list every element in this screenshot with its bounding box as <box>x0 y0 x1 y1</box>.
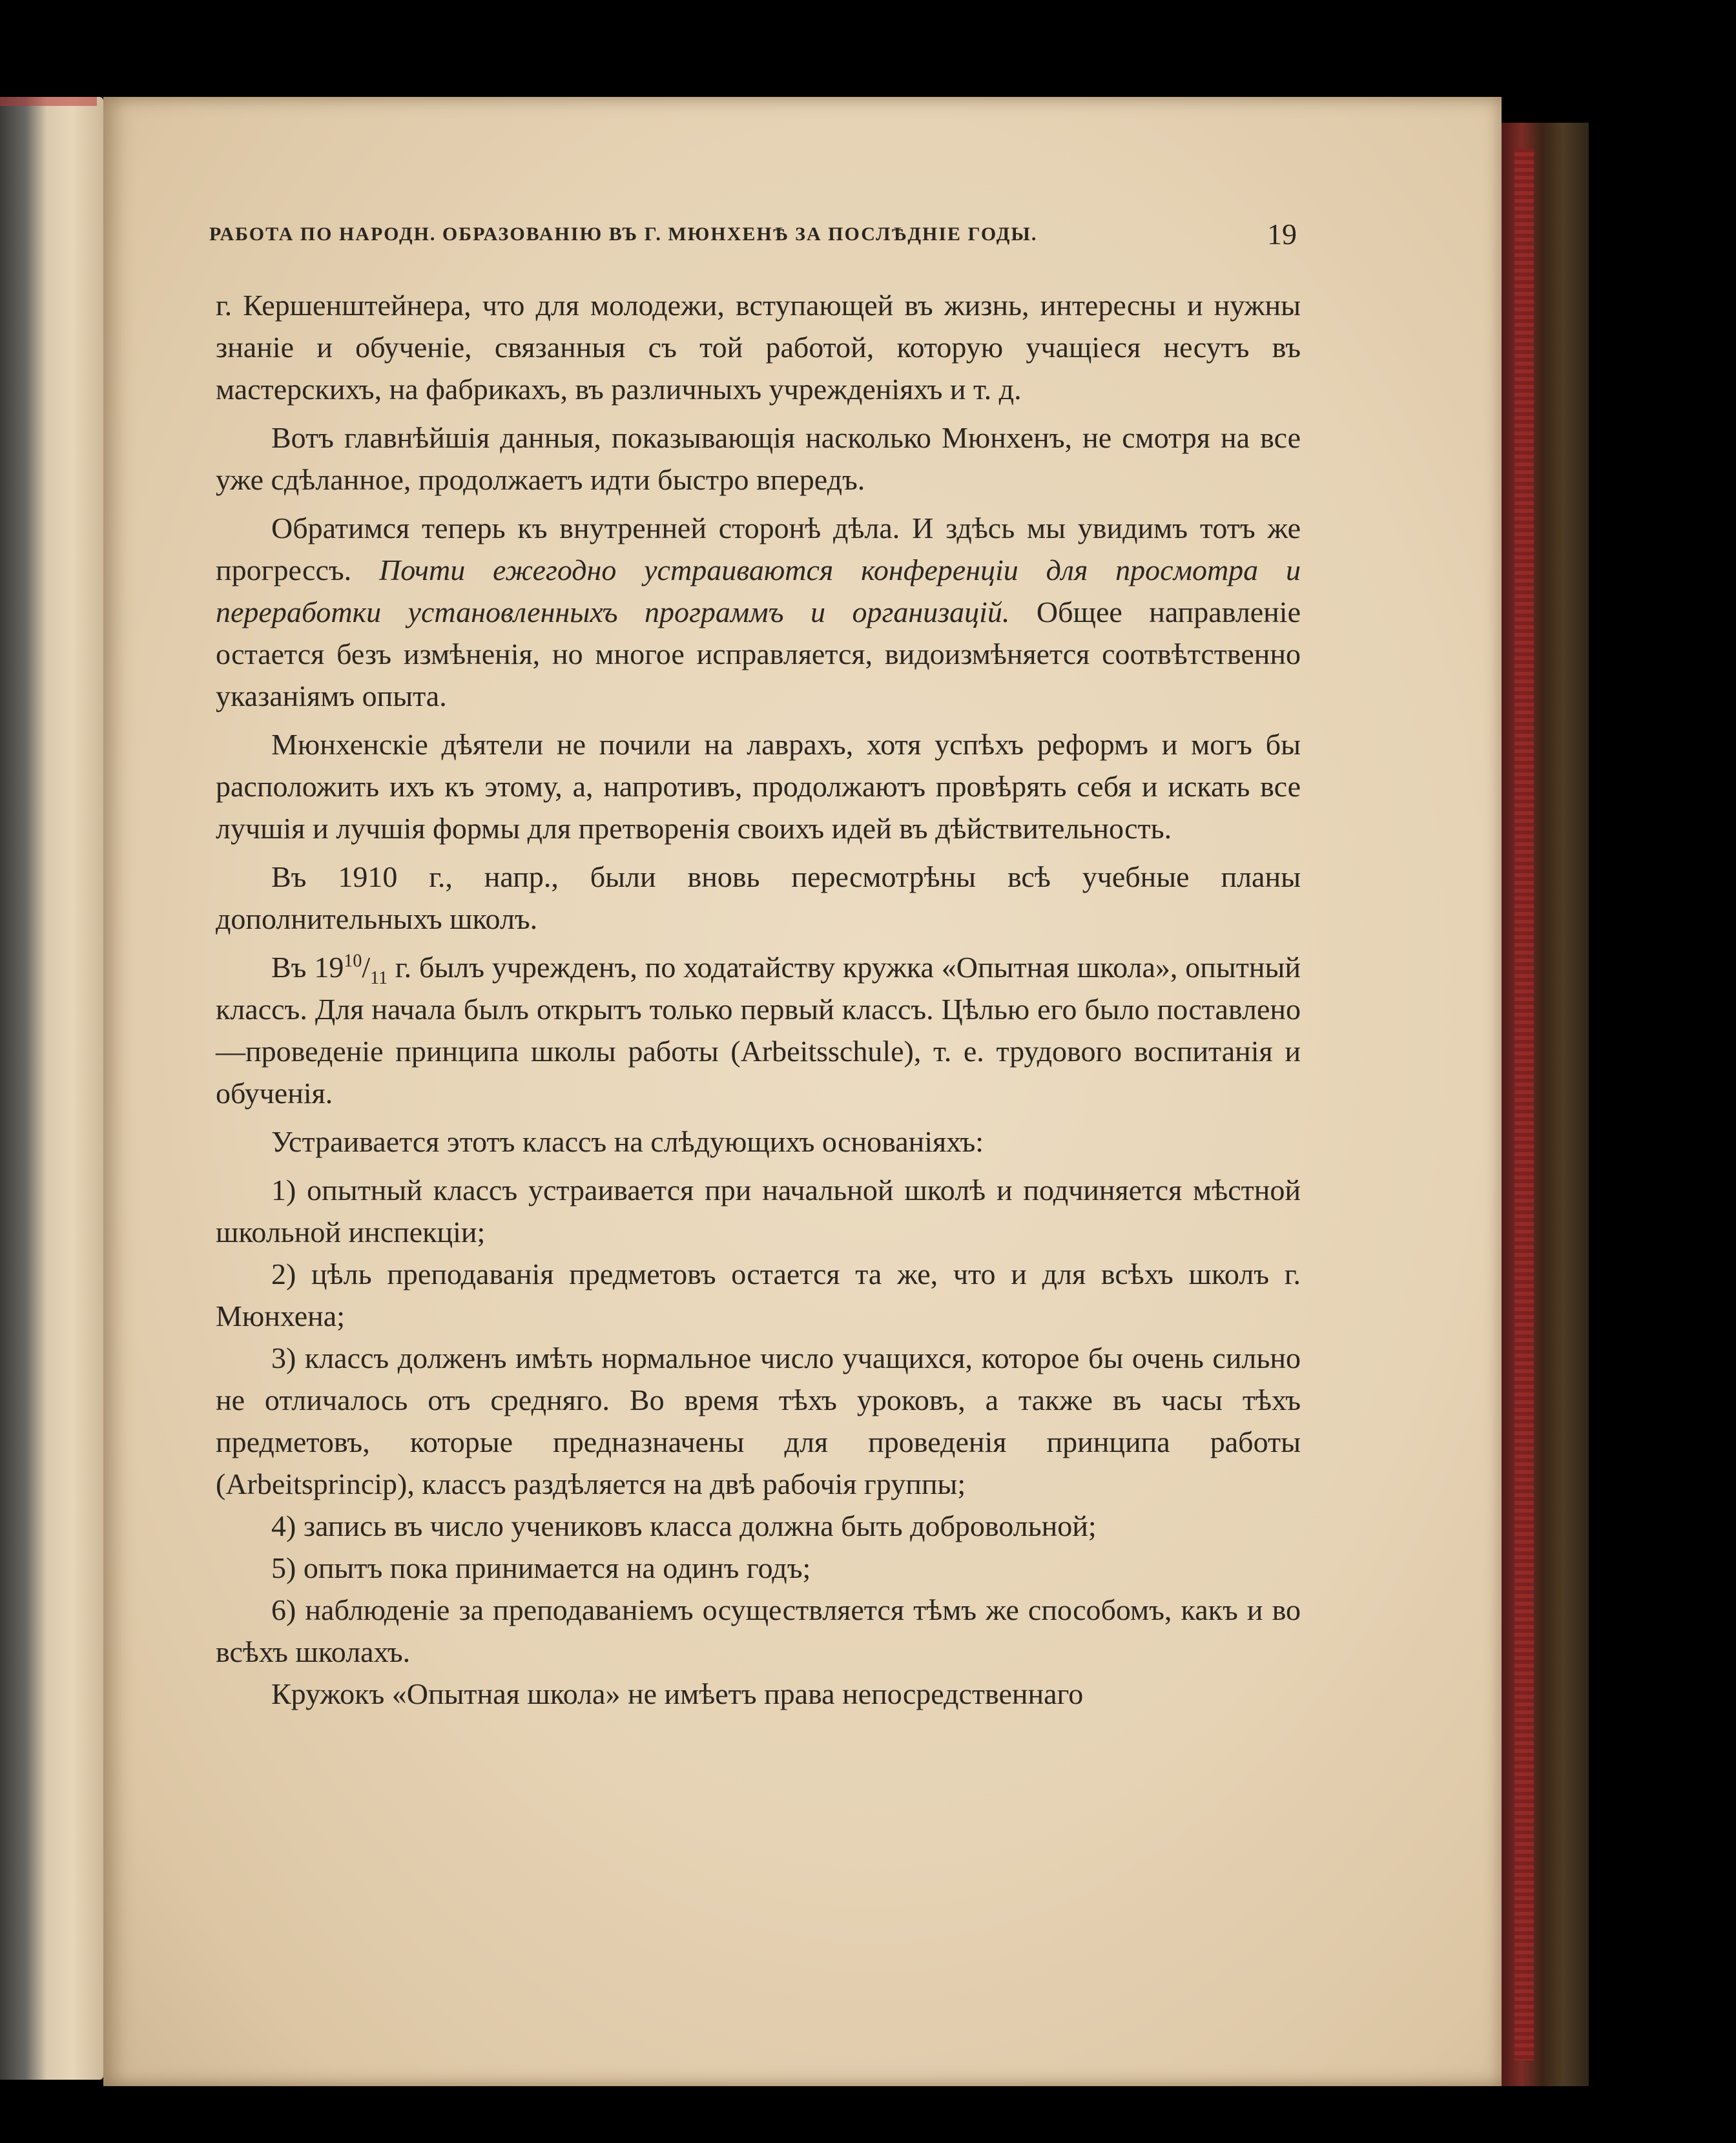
paragraph-3-start: Обратимся теперь къ внутренней сторонѣ дѣла. И здѣсь мы увидимъ тотъ же прогрессъ. <box>216 512 1301 586</box>
list-item-5: 5) опытъ пока принимается на одинъ годъ; <box>271 1551 811 1584</box>
paragraph-5: Въ 1910 г., напр., были вновь пересмотрѣны всѣ учебные планы дополнительныхъ школъ. <box>216 860 1301 935</box>
page-text <box>216 284 1301 1721</box>
year-fraction-slash: / <box>362 951 371 984</box>
paragraph-3 <box>216 507 1301 717</box>
paragraph-2: Вотъ главнѣйшія данныя, показывающія насколько Мюнхенъ, не смотря на все уже сдѣланное, продолжаетъ идти быстро впередъ. <box>216 421 1301 496</box>
list-item-3: 3) классъ долженъ имѣть нормальное число учащихся, которое бы очень сильно не отличалось отъ средняго. Во время тѣхъ уроковъ, а также въ часы тѣхъ предметовъ, которые предназначены для проведенія принципа работы (Arbeitsprincip), классъ раздѣляется на двѣ рабочія группы; <box>216 1341 1301 1500</box>
paragraph-7: Устраивается этотъ классъ на слѣдующихъ основаніяхъ: <box>271 1125 984 1158</box>
page-number: 19 <box>1267 218 1297 251</box>
list-item-2: 2) цѣль преподаванія предметовъ остается та же, что и для всѣхъ школъ г. Мюнхена; <box>216 1258 1301 1332</box>
paragraph-1: г. Кершенштейнера, что для молодежи, вступающей въ жизнь, интересны и нужны знаніе и обученіе, связанныя съ той работой, которую учащіеся несутъ въ мастерскихъ, на фабрикахъ, въ различныхъ учрежденіяхъ и т. д. <box>216 289 1301 406</box>
list-item-4: 4) запись въ число учениковъ класса должна быть добровольной; <box>271 1509 1097 1542</box>
paragraph-6-start: Въ 19 <box>271 951 344 984</box>
list-item-1: 1) опытный классъ устраивается при начальной школѣ и подчиняется мѣстной школьной инспекціи; <box>216 1174 1301 1248</box>
list-item-6: 6) наблюденіе за преподаваніемъ осуществляется тѣмъ же способомъ, какъ и во всѣхъ школахъ. <box>216 1593 1301 1668</box>
year-fraction-denominator: 11 <box>370 968 388 989</box>
final-paragraph: Кружокъ «Опытная школа» не имѣетъ права непосредственнаго <box>271 1677 1084 1710</box>
paragraph-6 <box>216 946 1301 1114</box>
adjacent-page-edge <box>0 97 103 2080</box>
running-head: РАБОТА ПО НАРОДН. ОБРАЗОВАНІЮ ВЪ Г. МЮНХЕНѢ ЗА ПОСЛѢДНІЕ ГОДЫ. <box>209 223 1038 245</box>
paragraph-4: Мюнхенскіе дѣятели не почили на лаврахъ, хотя успѣхъ реформъ и могъ бы расположить ихъ къ этому, а, напротивъ, продолжаютъ провѣрять себя и искать все лучшія и лучшія формы для претворенія своихъ идей въ дѣйствительность. <box>216 728 1301 845</box>
year-fraction-numerator: 10 <box>344 951 362 971</box>
paragraph-3-end: Общее направленіе остается безъ измѣненія, но многое исправляется, видоизмѣняется соотвѣтственно указаніямъ опыта. <box>216 595 1301 712</box>
paragraph-6-end: г. былъ учрежденъ, по ходатайству кружка «Опытная школа», опытный классъ. Для начала былъ открытъ только первый классъ. Цѣлью его было поставлено—проведеніе принципа школы работы (Arbeitsschule), т. е. трудового воспитанія и обученія. <box>216 951 1301 1110</box>
paragraph-3-italic: Почти ежегодно устраиваются конференціи для просмотра и переработки установленныхъ программъ и организацій. <box>216 554 1301 628</box>
